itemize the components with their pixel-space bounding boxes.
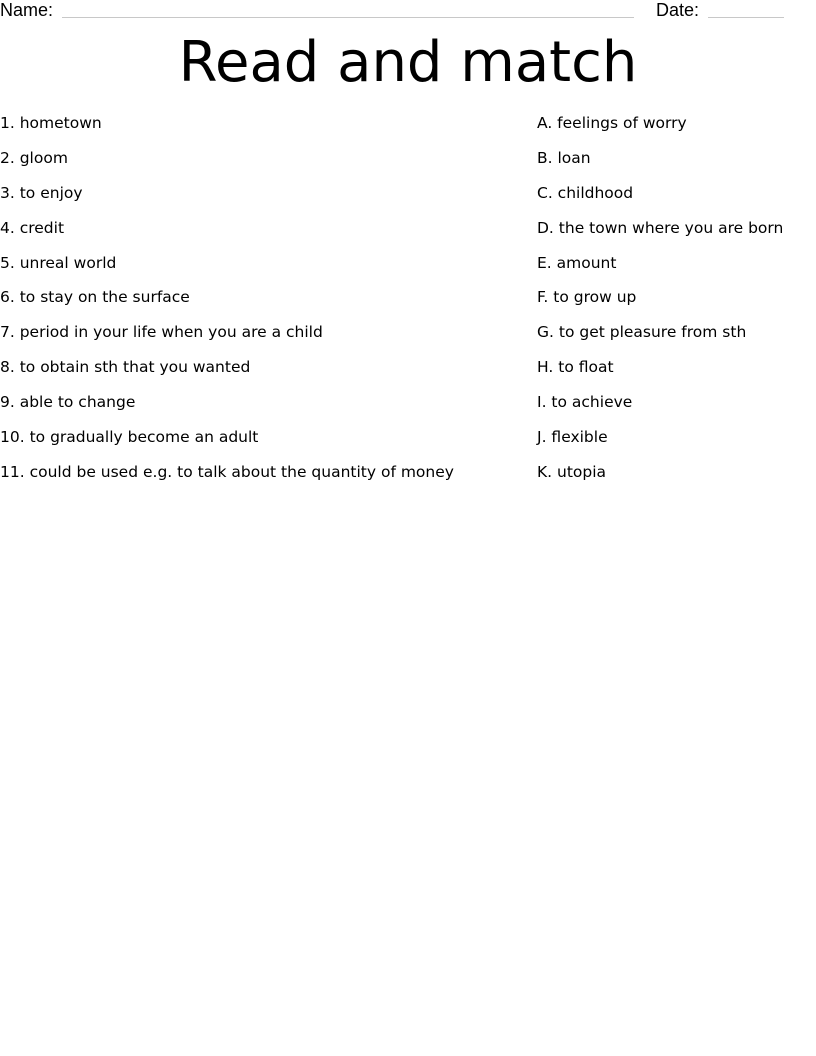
term-item: 4. credit — [0, 218, 65, 237]
definition-item: E. amount — [537, 253, 617, 272]
definition-item: J. flexible — [537, 428, 608, 447]
definition-item: A. feelings of worry — [537, 114, 687, 132]
term-item: 6. to stay on the surface — [0, 288, 190, 307]
term-item: 10. to gradually become an adult — [0, 428, 259, 447]
definition-item: G. to get pleasure from sth — [537, 323, 747, 342]
definition-item: K. utopia — [537, 462, 607, 481]
term-item: 2. gloom — [0, 148, 68, 167]
term-item: 9. able to change — [0, 393, 136, 412]
term-item: 5. unreal world — [0, 253, 117, 272]
term-item: 7. period in your life when you are a child — [0, 323, 323, 342]
worksheet-header — [0, 0, 816, 24]
term-item: 1. hometown — [0, 114, 102, 132]
name-field[interactable] — [62, 0, 634, 18]
term-item: 11. could be used e.g. to talk about the quantity of money — [0, 462, 454, 481]
page-title: Read and match — [178, 30, 638, 95]
term-item: 8. to obtain sth that you wanted — [0, 358, 251, 377]
term-item: 3. to enjoy — [0, 183, 83, 202]
definition-item: F. to grow up — [537, 288, 637, 307]
date-field[interactable] — [708, 0, 784, 18]
definition-item: B. loan — [537, 148, 591, 167]
definition-item: D. the town where you are born — [537, 218, 784, 237]
terms-list — [0, 113, 454, 497]
definition-item: H. to float — [537, 358, 614, 377]
definition-item: I. to achieve — [537, 393, 633, 412]
definition-item: C. childhood — [537, 183, 634, 202]
definitions-list — [537, 113, 783, 497]
date-label: Date: — [656, 0, 700, 20]
name-label: Name: — [0, 0, 54, 20]
